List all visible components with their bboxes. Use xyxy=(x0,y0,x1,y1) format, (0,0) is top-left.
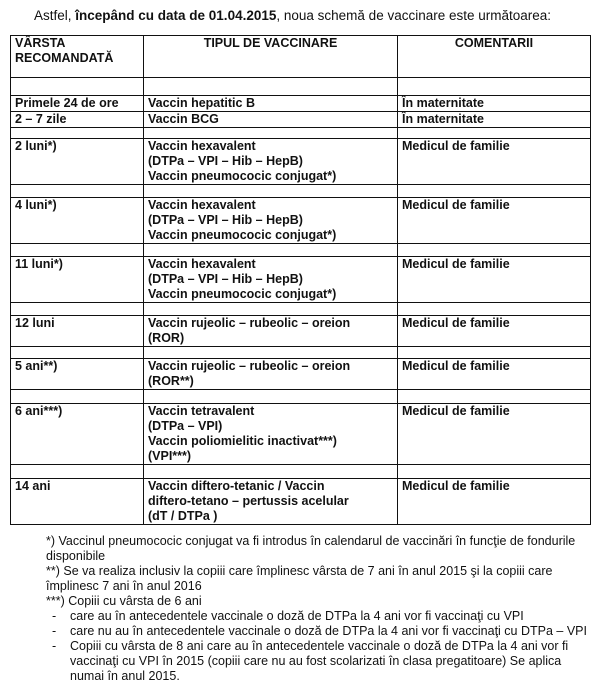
age-cell: 14 ani xyxy=(11,479,144,525)
vaccine-line: (dT / DTPa ) xyxy=(148,509,218,523)
age-cell: 6 ani***) xyxy=(11,404,144,465)
comment-cell: Medicul de familie xyxy=(398,404,591,465)
vaccine-line: Vaccin poliomielitic inactivat***) xyxy=(148,434,337,448)
footnote-3-list xyxy=(46,609,596,684)
vaccine-cell xyxy=(144,359,398,390)
spacer-row xyxy=(11,303,591,316)
spacer-row xyxy=(11,465,591,479)
comment-cell: Medicul de familie xyxy=(398,257,591,303)
age-cell: 11 luni*) xyxy=(11,257,144,303)
spacer-cell xyxy=(144,465,398,479)
vaccine-cell xyxy=(144,112,398,128)
intro-date: începând cu data de 01.04.2015 xyxy=(75,8,277,23)
vaccine-line: Vaccin hexavalent xyxy=(148,139,256,153)
spacer-cell xyxy=(11,128,144,139)
vaccine-line: Vaccin rujeolic – rubeolic – oreion xyxy=(148,316,351,330)
vaccine-line: (DTPa – VPI – Hib – HepB) xyxy=(148,272,303,286)
vaccination-schedule-table xyxy=(10,35,591,525)
table-row xyxy=(11,316,591,347)
spacer-cell xyxy=(144,390,398,404)
comment-cell: În maternitate xyxy=(398,96,591,112)
header-age: VÂRSTA RECOMANDATĂ xyxy=(11,36,144,78)
spacer-cell xyxy=(144,128,398,139)
comment-cell: Medicul de familie xyxy=(398,316,591,347)
spacer-row xyxy=(11,128,591,139)
vaccine-line: (DTPa – VPI – Hib – HepB) xyxy=(148,154,303,168)
vaccine-line: Vaccin hexavalent xyxy=(148,198,256,212)
vaccine-line: Vaccin pneumococic conjugat*) xyxy=(148,228,337,242)
vaccine-line: (VPI***) xyxy=(148,449,192,463)
comment-cell: Medicul de familie xyxy=(398,359,591,390)
intro-before: Astfel, xyxy=(34,8,76,23)
spacer-cell xyxy=(144,244,398,257)
spacer-row xyxy=(11,347,591,359)
spacer-cell xyxy=(11,185,144,198)
spacer-cell xyxy=(144,347,398,359)
vaccine-line: (ROR**) xyxy=(148,374,194,388)
vaccine-line: Vaccin hexavalent xyxy=(148,257,256,271)
footnote-bullet: - care nu au în antecedentele vaccinale o doză de DTPa la 4 ani vor fi vaccinaţi cu DTPa – VPI xyxy=(46,624,596,639)
table-row xyxy=(11,359,591,390)
spacer-cell xyxy=(11,465,144,479)
intro-after: , noua schemă de vaccinare este următoarea: xyxy=(276,8,552,23)
vaccine-line: (DTPa – VPI) xyxy=(148,419,223,433)
spacer-cell xyxy=(398,465,591,479)
vaccine-line: (DTPa – VPI – Hib – HepB) xyxy=(148,213,303,227)
spacer-cell xyxy=(398,347,591,359)
spacer-cell xyxy=(398,390,591,404)
spacer-cell xyxy=(144,78,398,96)
table-row xyxy=(11,112,591,128)
vaccine-line: Vaccin hepatitic B xyxy=(148,96,255,110)
age-cell: 12 luni xyxy=(11,316,144,347)
age-cell: 4 luni*) xyxy=(11,198,144,244)
spacer-cell xyxy=(398,78,591,96)
spacer-cell xyxy=(144,185,398,198)
age-cell: 2 – 7 zile xyxy=(11,112,144,128)
header-vaccine-type: TIPUL DE VACCINARE xyxy=(144,36,398,78)
age-cell: 2 luni*) xyxy=(11,139,144,185)
table-row xyxy=(11,257,591,303)
spacer-cell xyxy=(11,78,144,96)
spacer-cell xyxy=(398,185,591,198)
vaccine-cell xyxy=(144,198,398,244)
spacer-cell xyxy=(11,347,144,359)
spacer-cell xyxy=(398,303,591,316)
table-row xyxy=(11,198,591,244)
vaccine-cell xyxy=(144,404,398,465)
comment-cell: În maternitate xyxy=(398,112,591,128)
vaccine-cell xyxy=(144,139,398,185)
vaccine-line: Vaccin pneumococic conjugat*) xyxy=(148,169,337,183)
footnote-bullet: - Copiii cu vârsta de 8 ani care au în antecedentele vaccinale o doză de DTPa la 4 ani vor fi vaccinaţi cu VPI în 2015 (copiii care nu au fost scolarizati în clasa pregatitoare) Se aplica numai în anul 2015. xyxy=(46,639,596,684)
table-row xyxy=(11,96,591,112)
vaccine-line: (ROR) xyxy=(148,331,185,345)
spacer-cell xyxy=(398,128,591,139)
footnote-3: ***) Copiii cu vârsta de 6 ani xyxy=(46,594,202,608)
spacer-cell xyxy=(144,303,398,316)
table-header-row xyxy=(11,36,591,78)
vaccine-line: Vaccin pneumococic conjugat*) xyxy=(148,287,337,301)
footnotes xyxy=(46,534,596,684)
table-row xyxy=(11,139,591,185)
age-cell: 5 ani**) xyxy=(11,359,144,390)
age-cell: Primele 24 de ore xyxy=(11,96,144,112)
table-row xyxy=(11,479,591,525)
spacer-row xyxy=(11,244,591,257)
footnote-2: **) Se va realiza inclusiv la copiii care împlinesc vârsta de 7 ani în anul 2015 şi la copiii care împlinesc 7 ani în anul 2016 xyxy=(46,564,553,593)
vaccine-line: Vaccin BCG xyxy=(148,112,219,126)
vaccine-cell xyxy=(144,96,398,112)
vaccine-line: Vaccin rujeolic – rubeolic – oreion xyxy=(148,359,351,373)
vaccine-line: diftero-tetano – pertussis acelular xyxy=(148,494,349,508)
vaccine-line: Vaccin diftero-tetanic / Vaccin xyxy=(148,479,325,493)
vaccine-cell xyxy=(144,479,398,525)
spacer-row xyxy=(11,185,591,198)
intro-text xyxy=(34,8,551,23)
vaccine-cell xyxy=(144,316,398,347)
spacer-cell xyxy=(11,244,144,257)
spacer-row xyxy=(11,390,591,404)
spacer-cell xyxy=(398,244,591,257)
vaccine-line: Vaccin tetravalent xyxy=(148,404,255,418)
spacer-row xyxy=(11,78,591,96)
footnote-1: *) Vaccinul pneumococic conjugat va fi introdus în calendarul de vaccinări în funcţie de fondurile disponibile xyxy=(46,534,576,563)
vaccine-cell xyxy=(144,257,398,303)
comment-cell: Medicul de familie xyxy=(398,139,591,185)
spacer-cell xyxy=(11,390,144,404)
spacer-cell xyxy=(11,303,144,316)
header-comments: COMENTARII xyxy=(398,36,591,78)
footnote-bullet: - care au în antecedentele vaccinale o doză de DTPa la 4 ani vor fi vaccinaţi cu VPI xyxy=(46,609,596,624)
comment-cell: Medicul de familie xyxy=(398,479,591,525)
comment-cell: Medicul de familie xyxy=(398,198,591,244)
table-row xyxy=(11,404,591,465)
